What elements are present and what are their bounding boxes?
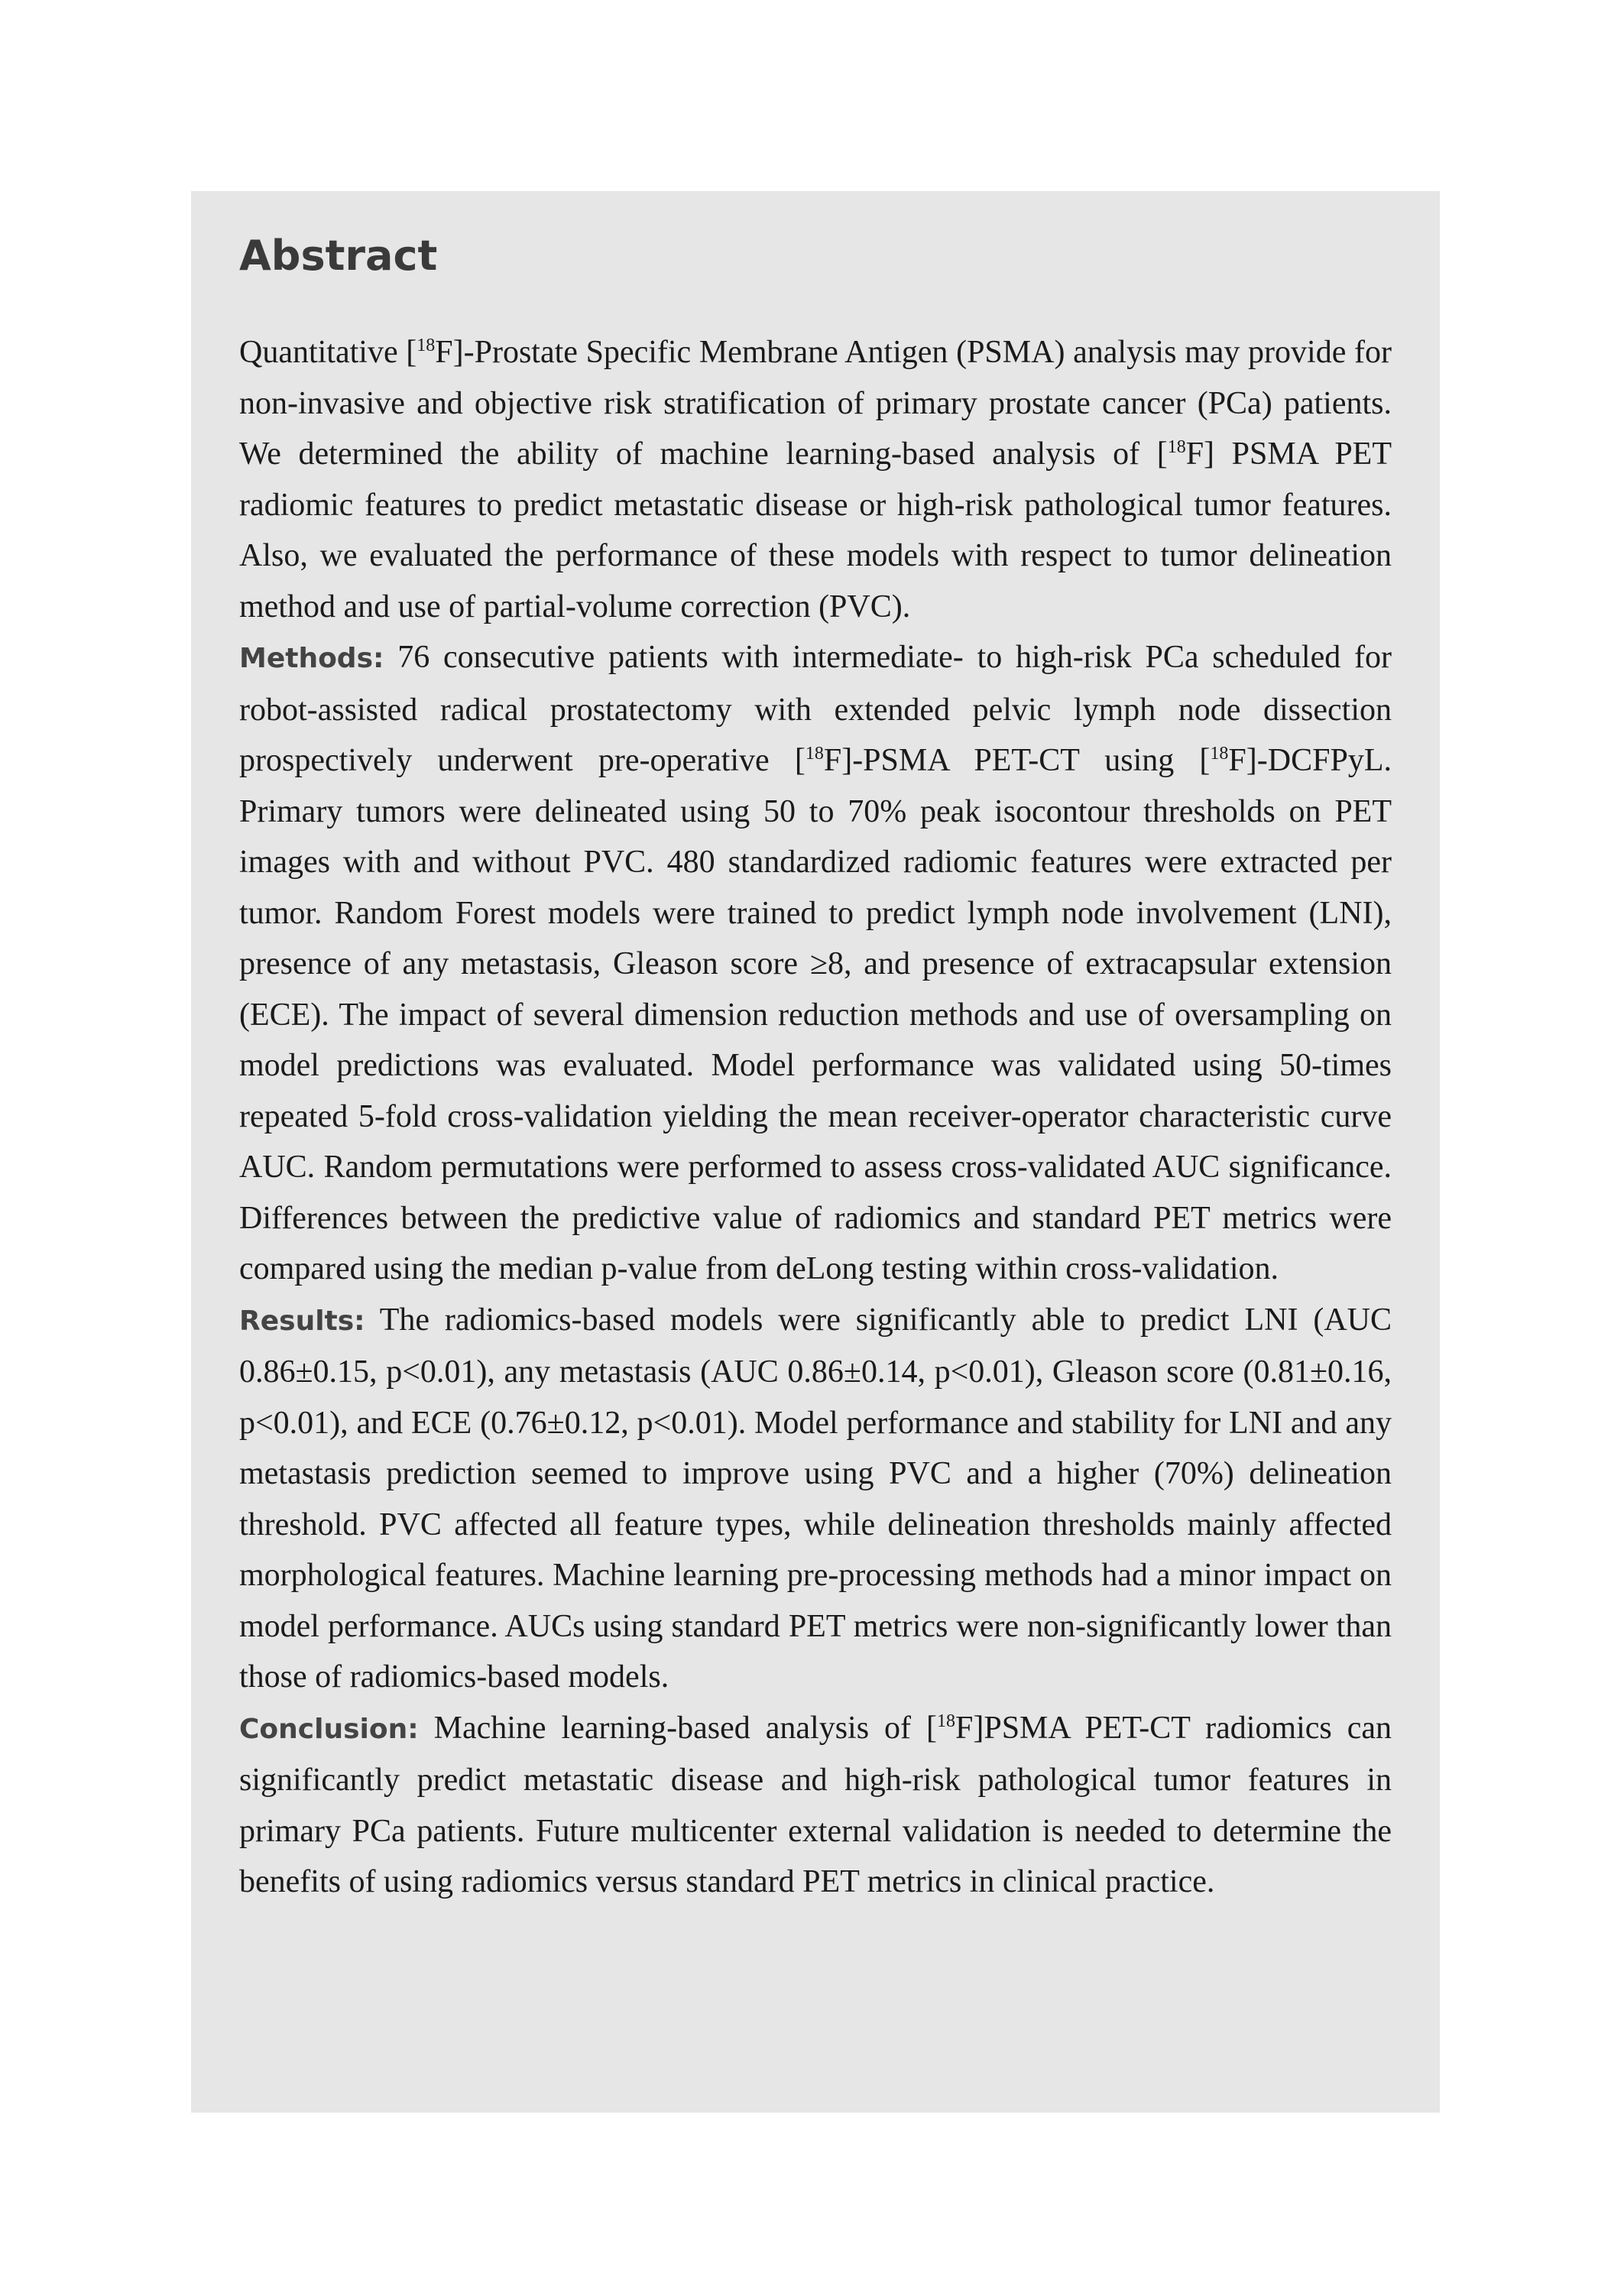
- intro-text: Quantitative [: [239, 335, 417, 371]
- methods-paragraph: [239, 632, 1392, 1295]
- abstract-box: [191, 191, 1440, 2113]
- isotope-superscript: 18: [1210, 744, 1229, 764]
- results-text: The radiomics-based models were significantly able to predict LNI (AUC 0.86±0.15, p<0.01), any metastasis (AUC 0.86±0.14, p<0.01), Gleason score (0.81±0.16, p<0.01), and ECE (0.76±0.12, p<0.01). Model performance and stability for LNI and any metastasis prediction seemed to improve using PVC and a higher (70%) delineation threshold. PVC affected all feature types, while delineation thresholds mainly affected morphological features. Machine learning pre-processing methods had a minor impact on model performance. AUCs using standard PET metrics were non-significantly lower than those of radiomics-based models.: [239, 1302, 1392, 1695]
- conclusion-text: F]PSMA PET-CT radiomics can significantly predict metastatic disease and high-risk pathological tumor features in primary PCa patients. Future multicenter external validation is needed to determine the benefits of using radiomics versus standard PET metrics in clinical practice.: [239, 1710, 1392, 1900]
- conclusion-paragraph: [239, 1703, 1392, 1908]
- isotope-superscript: 18: [1167, 437, 1186, 458]
- conclusion-text: Machine learning-based analysis of [: [418, 1710, 937, 1746]
- intro-text: F]-Prostate Specific Membrane Antigen (PSMA) analysis may provide for non-invasive and objective risk stratification of primary prostate cancer (PCa) patients. We determined the ability of machine learning-based analysis of [: [239, 335, 1392, 472]
- methods-text: F]-PSMA PET-CT using [: [823, 743, 1211, 779]
- intro-text: F] PSMA PET radiomic features to predict metastatic disease or high-risk pathological tumor features. Also, we evaluated the performance of these models with respect to tumor delineation method and use of partial-volume correction (PVC).: [239, 436, 1392, 624]
- conclusion-label: Conclusion:: [239, 1713, 419, 1745]
- methods-text: 76 consecutive patients with intermediate- to high-risk PCa scheduled for robot-assisted radical prostatectomy with extended pelvic lymph node dissection prospectively underwent pre-operative [: [239, 640, 1392, 779]
- results-paragraph: [239, 1295, 1392, 1703]
- abstract-heading: Abstract: [239, 232, 438, 280]
- isotope-superscript: 18: [417, 336, 436, 356]
- methods-label: Methods:: [239, 643, 384, 675]
- abstract-intro-paragraph: [239, 327, 1392, 632]
- isotope-superscript: 18: [937, 1711, 955, 1731]
- isotope-superscript: 18: [805, 744, 824, 764]
- results-label: Results:: [239, 1305, 365, 1337]
- methods-text: F]-DCFPyL. Primary tumors were delineated using 50 to 70% peak isocontour thresholds on PET images with and without PVC. 480 standardized radiomic features were extracted per tumor. Random Forest models were trained to predict lymph node involvement (LNI), presence of any metastasis, Gleason score ≥8, and presence of extracapsular extension (ECE). The impact of several dimension reduction methods and use of oversampling on model predictions was evaluated. Model performance was validated using 50-times repeated 5-fold cross-validation yielding the mean receiver-operator characteristic curve AUC. Random permutations were performed to assess cross-validated AUC significance. Differences between the predictive value of radiomics and standard PET metrics were compared using the median p-value from deLong testing within cross-validation.: [239, 743, 1392, 1287]
